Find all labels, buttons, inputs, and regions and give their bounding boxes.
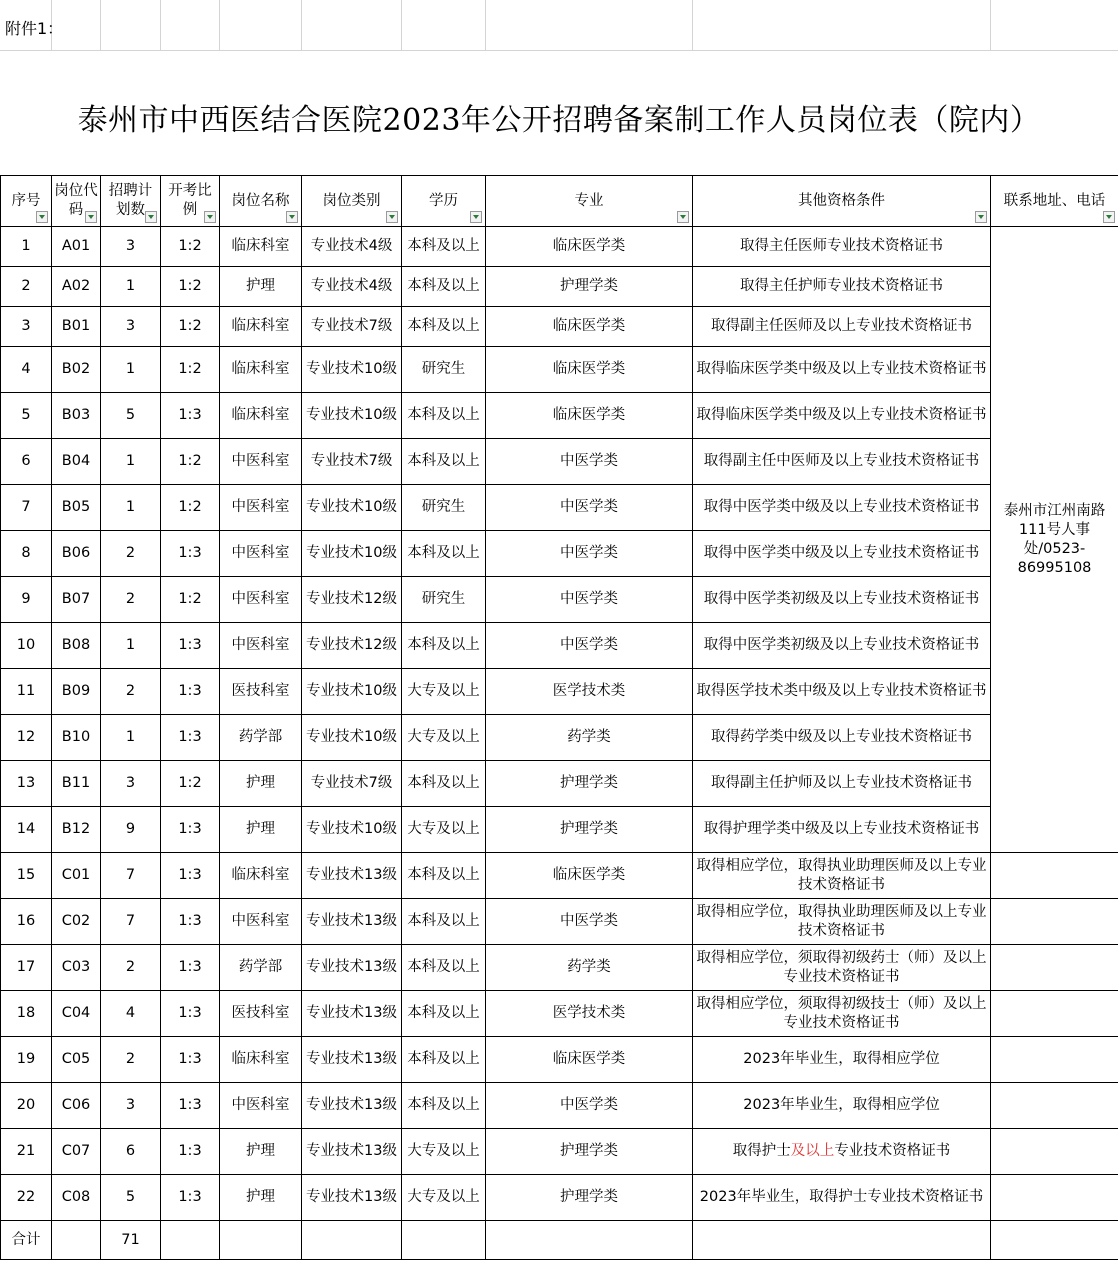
qual-text: 取得主任医师专业技术资格证书	[740, 238, 943, 254]
cell-no[interactable]: 12	[1, 715, 52, 761]
total-plan[interactable]: 71	[101, 1221, 161, 1260]
cell-category[interactable]: 专业技术7级	[302, 307, 402, 347]
cell-no[interactable]: 5	[1, 393, 52, 439]
cell-major[interactable]: 护理学类	[486, 761, 693, 807]
cell-qual[interactable]	[693, 577, 991, 623]
table-row	[1, 669, 1118, 715]
cell-code[interactable]: B01	[52, 307, 101, 347]
cell-edu[interactable]: 本科及以上	[402, 393, 486, 439]
cell-plan[interactable]: 1	[101, 439, 161, 485]
cell-ratio[interactable]: 1:3	[161, 1175, 220, 1221]
qual-text: 2023年毕业生，取得相应学位	[743, 1097, 940, 1113]
job-table	[0, 175, 1118, 1260]
table-cell[interactable]	[52, 1221, 101, 1260]
cell-plan[interactable]: 1	[101, 347, 161, 393]
cell-post[interactable]: 中医科室	[220, 899, 302, 945]
cell-edu[interactable]: 研究生	[402, 577, 486, 623]
cell-qual[interactable]	[693, 991, 991, 1037]
table-row	[1, 485, 1118, 531]
gridline	[0, 50, 1118, 51]
cell-code[interactable]: B10	[52, 715, 101, 761]
cell-plan[interactable]: 3	[101, 1083, 161, 1129]
cell-qual[interactable]	[693, 761, 991, 807]
cell-edu[interactable]: 本科及以上	[402, 899, 486, 945]
table-cell[interactable]	[693, 1221, 991, 1260]
header-qual[interactable]: 其他资格条件	[693, 176, 991, 227]
cell-edu[interactable]: 本科及以上	[402, 267, 486, 307]
table-row	[1, 899, 1118, 945]
cell-edu[interactable]: 大专及以上	[402, 807, 486, 853]
cell-post[interactable]: 护理	[220, 1129, 302, 1175]
cell-code[interactable]: C07	[52, 1129, 101, 1175]
filter-dropdown-icon[interactable]	[1103, 211, 1115, 223]
cell-code[interactable]: A02	[52, 267, 101, 307]
cell-post[interactable]: 中医科室	[220, 577, 302, 623]
cell-major[interactable]: 护理学类	[486, 1175, 693, 1221]
cell-no[interactable]: 11	[1, 669, 52, 715]
cell-edu[interactable]: 研究生	[402, 347, 486, 393]
table-cell[interactable]	[991, 1037, 1118, 1083]
header-code[interactable]: 岗位代码	[52, 176, 101, 227]
table-cell[interactable]	[991, 899, 1118, 945]
table-cell[interactable]	[302, 1221, 402, 1260]
cell-post[interactable]: 药学部	[220, 715, 302, 761]
cell-qual[interactable]	[693, 1129, 991, 1175]
cell-ratio[interactable]: 1:2	[161, 227, 220, 267]
cell-plan[interactable]: 1	[101, 715, 161, 761]
table-row	[1, 439, 1118, 485]
cell-no[interactable]: 6	[1, 439, 52, 485]
cell-ratio[interactable]: 1:2	[161, 485, 220, 531]
qual-text: 取得副主任中医师及以上专业技术资格证书	[703, 453, 980, 469]
cell-qual[interactable]	[693, 899, 991, 945]
cell-major[interactable]: 临床医学类	[486, 393, 693, 439]
cell-edu[interactable]: 本科及以上	[402, 1037, 486, 1083]
cell-edu[interactable]: 研究生	[402, 485, 486, 531]
table-row	[1, 1129, 1118, 1175]
header-row	[1, 176, 1118, 227]
cell-plan[interactable]: 5	[101, 1175, 161, 1221]
cell-category[interactable]: 专业技术7级	[302, 439, 402, 485]
table-row	[1, 715, 1118, 761]
filter-dropdown-icon[interactable]	[386, 211, 398, 223]
cell-qual[interactable]	[693, 1037, 991, 1083]
cell-code[interactable]: B07	[52, 577, 101, 623]
filter-dropdown-icon[interactable]	[145, 211, 157, 223]
cell-edu[interactable]: 本科及以上	[402, 623, 486, 669]
cell-no[interactable]: 2	[1, 267, 52, 307]
cell-ratio[interactable]: 1:3	[161, 1129, 220, 1175]
cell-major[interactable]: 医学技术类	[486, 991, 693, 1037]
cell-edu[interactable]: 本科及以上	[402, 307, 486, 347]
qual-text: 取得主任护师专业技术资格证书	[740, 278, 943, 294]
table-cell[interactable]	[991, 945, 1118, 991]
table-row	[1, 991, 1118, 1037]
cell-ratio[interactable]: 1:3	[161, 669, 220, 715]
table-cell[interactable]	[220, 1221, 302, 1260]
cell-code[interactable]: C08	[52, 1175, 101, 1221]
cell-category[interactable]: 专业技术7级	[302, 761, 402, 807]
cell-post[interactable]: 护理	[220, 267, 302, 307]
cell-no[interactable]: 22	[1, 1175, 52, 1221]
cell-qual[interactable]	[693, 1175, 991, 1221]
table-row	[1, 623, 1118, 669]
qual-text: 取得相应学位，须取得初级药士（师）及以上专业技术资格证书	[696, 949, 987, 985]
cell-code[interactable]: C04	[52, 991, 101, 1037]
cell-qual[interactable]	[693, 1083, 991, 1129]
cell-post[interactable]: 临床科室	[220, 1037, 302, 1083]
cell-no[interactable]: 14	[1, 807, 52, 853]
cell-post[interactable]: 临床科室	[220, 853, 302, 899]
qual-text: 2023年毕业生，取得相应学位	[743, 1051, 940, 1067]
contact-cell[interactable]: 泰州市江州南路111号人事处/0523-86995108	[991, 227, 1118, 853]
cell-category[interactable]: 专业技术13级	[302, 899, 402, 945]
cell-plan[interactable]: 7	[101, 853, 161, 899]
cell-ratio[interactable]: 1:3	[161, 531, 220, 577]
cell-category[interactable]: 专业技术10级	[302, 347, 402, 393]
cell-edu[interactable]: 大专及以上	[402, 1129, 486, 1175]
cell-no[interactable]: 13	[1, 761, 52, 807]
cell-category[interactable]: 专业技术10级	[302, 807, 402, 853]
cell-plan[interactable]: 1	[101, 623, 161, 669]
cell-edu[interactable]: 大专及以上	[402, 1175, 486, 1221]
gridline	[219, 0, 220, 50]
cell-plan[interactable]: 7	[101, 899, 161, 945]
cell-major[interactable]: 临床医学类	[486, 307, 693, 347]
attachment-label: 附件1：	[5, 19, 64, 38]
cell-ratio[interactable]: 1:2	[161, 761, 220, 807]
gridline	[100, 0, 101, 50]
cell-category[interactable]: 专业技术12级	[302, 623, 402, 669]
filter-dropdown-icon[interactable]	[204, 211, 216, 223]
cell-major[interactable]: 中医学类	[486, 439, 693, 485]
cell-plan[interactable]: 5	[101, 393, 161, 439]
cell-qual[interactable]	[693, 485, 991, 531]
table-cell[interactable]	[161, 1221, 220, 1260]
cell-no[interactable]: 17	[1, 945, 52, 991]
cell-category[interactable]: 专业技术13级	[302, 853, 402, 899]
cell-ratio[interactable]: 1:3	[161, 1083, 220, 1129]
cell-category[interactable]: 专业技术13级	[302, 1037, 402, 1083]
header-ratio[interactable]: 开考比例	[161, 176, 220, 227]
filter-dropdown-icon[interactable]	[975, 211, 987, 223]
qual-text: 取得相应学位，取得执业助理医师及以上专业技术资格证书	[696, 857, 987, 893]
cell-category[interactable]: 专业技术13级	[302, 991, 402, 1037]
qual-text: 取得中医学类初级及以上专业技术资格证书	[703, 591, 980, 607]
qual-text: 取得护理学类中级及以上专业技术资格证书	[703, 821, 980, 837]
cell-ratio[interactable]: 1:3	[161, 715, 220, 761]
filter-dropdown-icon[interactable]	[470, 211, 482, 223]
table-cell[interactable]	[991, 853, 1118, 899]
qual-text: 取得副主任护师及以上专业技术资格证书	[711, 775, 972, 791]
header-plan[interactable]: 招聘计划数	[101, 176, 161, 227]
qual-text: 取得中医学类中级及以上专业技术资格证书	[703, 499, 980, 515]
cell-ratio[interactable]: 1:2	[161, 347, 220, 393]
cell-code[interactable]: B05	[52, 485, 101, 531]
cell-code[interactable]: B12	[52, 807, 101, 853]
gridline	[485, 0, 486, 50]
cell-edu[interactable]: 大专及以上	[402, 669, 486, 715]
cell-plan[interactable]: 1	[101, 267, 161, 307]
table-row	[1, 227, 1118, 267]
cell-plan[interactable]: 2	[101, 945, 161, 991]
cell-category[interactable]: 专业技术4级	[302, 267, 402, 307]
cell-code[interactable]: C03	[52, 945, 101, 991]
cell-category[interactable]: 专业技术10级	[302, 531, 402, 577]
cell-no[interactable]: 10	[1, 623, 52, 669]
cell-post[interactable]: 临床科室	[220, 347, 302, 393]
table-row	[1, 807, 1118, 853]
cell-category[interactable]: 专业技术10级	[302, 393, 402, 439]
cell-plan[interactable]: 2	[101, 577, 161, 623]
cell-major[interactable]: 药学类	[486, 945, 693, 991]
page-title: 泰州市中西医结合医院2023年公开招聘备案制工作人员岗位表（院内）	[77, 103, 1041, 138]
table-body	[1, 227, 1118, 1221]
cell-post[interactable]: 护理	[220, 1175, 302, 1221]
cell-major[interactable]: 护理学类	[486, 267, 693, 307]
cell-no[interactable]: 15	[1, 853, 52, 899]
cell-ratio[interactable]: 1:2	[161, 577, 220, 623]
cell-category[interactable]: 专业技术13级	[302, 1129, 402, 1175]
cell-no[interactable]: 4	[1, 347, 52, 393]
cell-ratio[interactable]: 1:2	[161, 439, 220, 485]
cell-ratio[interactable]: 1:2	[161, 267, 220, 307]
cell-category[interactable]: 专业技术12级	[302, 577, 402, 623]
table-row	[1, 1175, 1118, 1221]
cell-plan[interactable]: 3	[101, 761, 161, 807]
cell-post[interactable]: 护理	[220, 807, 302, 853]
cell-code[interactable]: B06	[52, 531, 101, 577]
cell-edu[interactable]: 本科及以上	[402, 991, 486, 1037]
cell-plan[interactable]: 2	[101, 669, 161, 715]
cell-major[interactable]: 临床医学类	[486, 853, 693, 899]
cell-category[interactable]: 专业技术13级	[302, 1083, 402, 1129]
table-cell[interactable]	[402, 1221, 486, 1260]
table-row	[1, 577, 1118, 623]
cell-post[interactable]: 医技科室	[220, 669, 302, 715]
cell-qual[interactable]	[693, 715, 991, 761]
cell-no[interactable]: 16	[1, 899, 52, 945]
cell-edu[interactable]: 大专及以上	[402, 715, 486, 761]
cell-plan[interactable]: 6	[101, 1129, 161, 1175]
cell-qual[interactable]	[693, 347, 991, 393]
cell-ratio[interactable]: 1:2	[161, 307, 220, 347]
qual-text: 2023年毕业生，取得护士专业技术资格证书	[699, 1189, 984, 1205]
cell-no[interactable]: 1	[1, 227, 52, 267]
cell-major[interactable]: 中医学类	[486, 623, 693, 669]
cell-no[interactable]: 21	[1, 1129, 52, 1175]
qual-text: 取得临床医学类中级及以上专业技术资格证书	[696, 407, 987, 423]
cell-post[interactable]: 中医科室	[220, 439, 302, 485]
cell-category[interactable]: 专业技术10级	[302, 715, 402, 761]
cell-qual[interactable]	[693, 623, 991, 669]
table-row	[1, 761, 1118, 807]
cell-code[interactable]: C02	[52, 899, 101, 945]
header-contact[interactable]: 联系地址、电话	[991, 176, 1118, 227]
gridline	[401, 0, 402, 50]
cell-major[interactable]: 中医学类	[486, 577, 693, 623]
cell-category[interactable]: 专业技术10级	[302, 669, 402, 715]
cell-post[interactable]: 药学部	[220, 945, 302, 991]
cell-ratio[interactable]: 1:3	[161, 945, 220, 991]
cell-edu[interactable]: 本科及以上	[402, 761, 486, 807]
cell-post[interactable]: 中医科室	[220, 531, 302, 577]
gridline	[990, 0, 991, 50]
qual-text: 取得中医学类中级及以上专业技术资格证书	[703, 545, 980, 561]
cell-ratio[interactable]: 1:3	[161, 807, 220, 853]
cell-plan[interactable]: 2	[101, 1037, 161, 1083]
cell-no[interactable]: 3	[1, 307, 52, 347]
table-row	[1, 393, 1118, 439]
table-cell[interactable]	[486, 1221, 693, 1260]
qual-text: 取得临床医学类中级及以上专业技术资格证书	[696, 361, 987, 377]
qual-text: 取得相应学位，须取得初级技士（师）及以上专业技术资格证书	[696, 995, 987, 1031]
cell-qual[interactable]	[693, 439, 991, 485]
cell-post[interactable]: 临床科室	[220, 227, 302, 267]
gridline	[301, 0, 302, 50]
cell-qual[interactable]	[693, 307, 991, 347]
table-row	[1, 945, 1118, 991]
cell-qual[interactable]	[693, 267, 991, 307]
gridline	[692, 0, 693, 50]
cell-plan[interactable]: 2	[101, 531, 161, 577]
cell-code[interactable]: B04	[52, 439, 101, 485]
table-row	[1, 267, 1118, 307]
qual-text: 取得药学类中级及以上专业技术资格证书	[711, 729, 972, 745]
cell-major[interactable]: 临床医学类	[486, 347, 693, 393]
cell-ratio[interactable]: 1:3	[161, 1037, 220, 1083]
header-major[interactable]: 专业	[486, 176, 693, 227]
cell-plan[interactable]: 3	[101, 307, 161, 347]
cell-no[interactable]: 8	[1, 531, 52, 577]
cell-ratio[interactable]: 1:3	[161, 393, 220, 439]
cell-qual[interactable]	[693, 807, 991, 853]
cell-category[interactable]: 专业技术13级	[302, 1175, 402, 1221]
cell-qual[interactable]	[693, 531, 991, 577]
gridline	[160, 0, 161, 50]
cell-code[interactable]: B08	[52, 623, 101, 669]
qual-text: 专业技术资格证书	[834, 1143, 951, 1159]
cell-ratio[interactable]: 1:3	[161, 623, 220, 669]
header-edu[interactable]: 学历	[402, 176, 486, 227]
cell-no[interactable]: 18	[1, 991, 52, 1037]
cell-qual[interactable]	[693, 227, 991, 267]
filter-dropdown-icon[interactable]	[677, 211, 689, 223]
table-cell[interactable]	[991, 991, 1118, 1037]
cell-edu[interactable]: 本科及以上	[402, 531, 486, 577]
table-row	[1, 531, 1118, 577]
cell-code[interactable]: B11	[52, 761, 101, 807]
cell-code[interactable]: B09	[52, 669, 101, 715]
header-post[interactable]: 岗位名称	[220, 176, 302, 227]
qual-text: 取得相应学位，取得执业助理医师及以上专业技术资格证书	[696, 903, 987, 939]
cell-major[interactable]: 药学类	[486, 715, 693, 761]
cell-category[interactable]: 专业技术13级	[302, 945, 402, 991]
cell-major[interactable]: 临床医学类	[486, 227, 693, 267]
cell-post[interactable]: 护理	[220, 761, 302, 807]
table-row	[1, 1037, 1118, 1083]
cell-major[interactable]: 护理学类	[486, 807, 693, 853]
qual-text: 取得医学技术类中级及以上专业技术资格证书	[696, 683, 987, 699]
cell-qual[interactable]	[693, 945, 991, 991]
table-cell[interactable]	[991, 1083, 1118, 1129]
cell-major[interactable]: 中医学类	[486, 531, 693, 577]
table-row	[1, 347, 1118, 393]
cell-major[interactable]: 中医学类	[486, 899, 693, 945]
table-cell[interactable]	[991, 1129, 1118, 1175]
cell-category[interactable]: 专业技术4级	[302, 227, 402, 267]
cell-ratio[interactable]: 1:3	[161, 899, 220, 945]
cell-no[interactable]: 19	[1, 1037, 52, 1083]
cell-major[interactable]: 中医学类	[486, 485, 693, 531]
cell-code[interactable]: A01	[52, 227, 101, 267]
cell-code[interactable]: B03	[52, 393, 101, 439]
cell-plan[interactable]: 9	[101, 807, 161, 853]
cell-qual[interactable]	[693, 393, 991, 439]
cell-major[interactable]: 中医学类	[486, 1083, 693, 1129]
cell-major[interactable]: 医学技术类	[486, 669, 693, 715]
cell-post[interactable]: 医技科室	[220, 991, 302, 1037]
cell-qual[interactable]	[693, 853, 991, 899]
table-row	[1, 1083, 1118, 1129]
header-category[interactable]: 岗位类别	[302, 176, 402, 227]
cell-plan[interactable]: 3	[101, 227, 161, 267]
qual-text: 取得副主任医师及以上专业技术资格证书	[711, 318, 972, 334]
cell-code[interactable]: C05	[52, 1037, 101, 1083]
cell-ratio[interactable]: 1:3	[161, 853, 220, 899]
qual-text: 及以上	[790, 1143, 835, 1159]
total-label[interactable]: 合计	[1, 1221, 52, 1260]
header-no[interactable]: 序号	[1, 176, 52, 227]
cell-no[interactable]: 9	[1, 577, 52, 623]
cell-edu[interactable]: 本科及以上	[402, 945, 486, 991]
cell-plan[interactable]: 1	[101, 485, 161, 531]
cell-major[interactable]: 护理学类	[486, 1129, 693, 1175]
cell-code[interactable]: C01	[52, 853, 101, 899]
cell-edu[interactable]: 本科及以上	[402, 1083, 486, 1129]
filter-dropdown-icon[interactable]	[286, 211, 298, 223]
cell-no[interactable]: 7	[1, 485, 52, 531]
table-row	[1, 307, 1118, 347]
cell-post[interactable]: 中医科室	[220, 623, 302, 669]
filter-dropdown-icon[interactable]	[85, 211, 97, 223]
cell-qual[interactable]	[693, 669, 991, 715]
filter-dropdown-icon[interactable]	[36, 211, 48, 223]
cell-post[interactable]: 临床科室	[220, 307, 302, 347]
cell-edu[interactable]: 本科及以上	[402, 439, 486, 485]
qual-text: 取得护士	[732, 1143, 791, 1159]
table-cell[interactable]	[991, 1175, 1118, 1221]
cell-post[interactable]: 中医科室	[220, 1083, 302, 1129]
cell-ratio[interactable]: 1:3	[161, 991, 220, 1037]
cell-no[interactable]: 20	[1, 1083, 52, 1129]
cell-post[interactable]: 临床科室	[220, 393, 302, 439]
qual-text: 取得中医学类初级及以上专业技术资格证书	[703, 637, 980, 653]
table-cell[interactable]	[991, 1221, 1118, 1260]
table-row	[1, 853, 1118, 899]
cell-code[interactable]: C06	[52, 1083, 101, 1129]
cell-edu[interactable]: 本科及以上	[402, 227, 486, 267]
total-row	[1, 1221, 1118, 1260]
cell-category[interactable]: 专业技术10级	[302, 485, 402, 531]
cell-code[interactable]: B02	[52, 347, 101, 393]
cell-plan[interactable]: 4	[101, 991, 161, 1037]
cell-major[interactable]: 临床医学类	[486, 1037, 693, 1083]
cell-edu[interactable]: 本科及以上	[402, 853, 486, 899]
cell-post[interactable]: 中医科室	[220, 485, 302, 531]
